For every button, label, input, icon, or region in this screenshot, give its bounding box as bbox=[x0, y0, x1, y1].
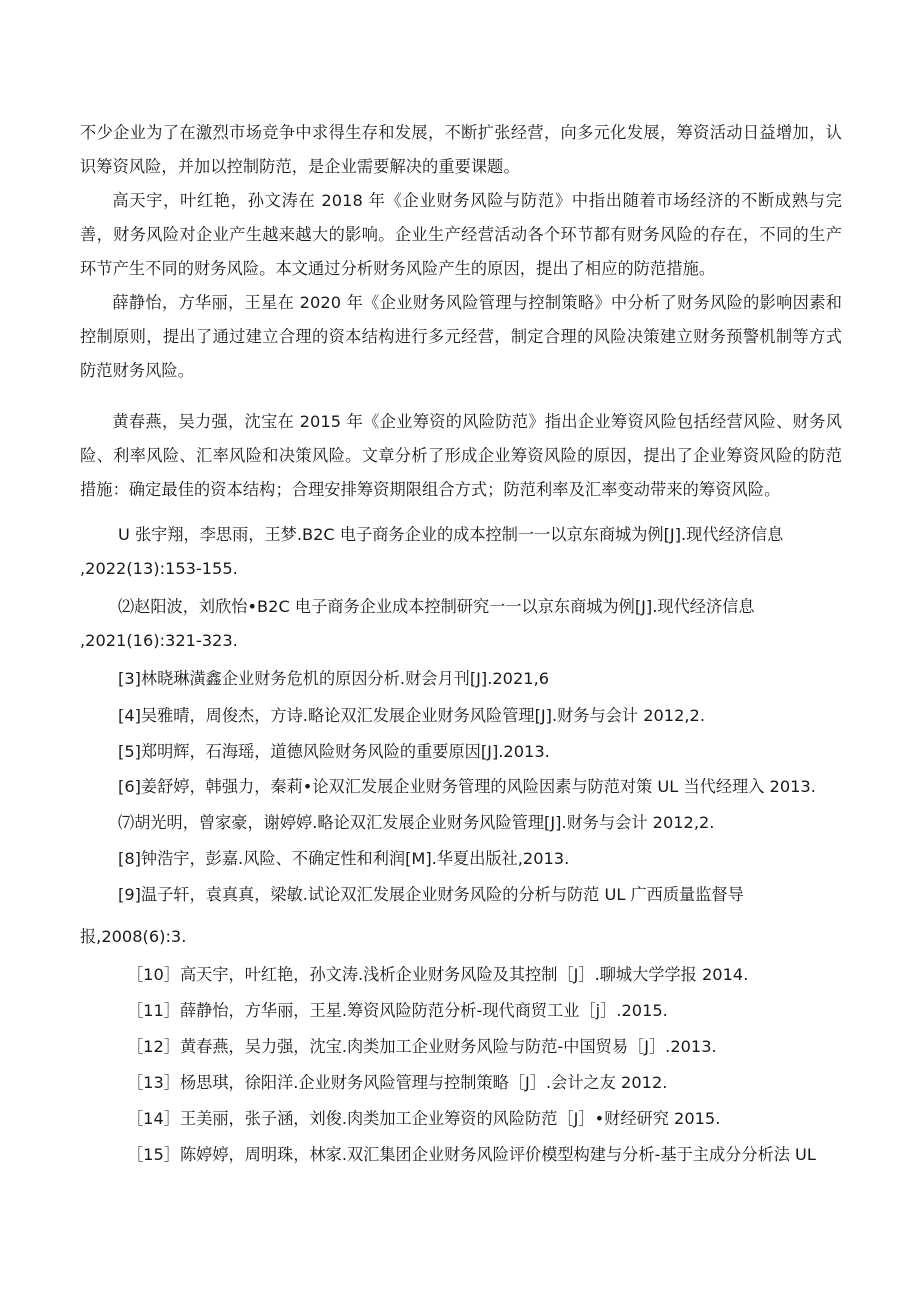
reference-14: ［14］王美丽，张子涵，刘俊.肉类加工企业筹资的风险防范［J］•财经研究 2015. bbox=[127, 1109, 721, 1128]
reference-1-continuation: ,2022(13):153-155. bbox=[80, 559, 238, 578]
reference-13: ［13］杨思琪，徐阳洋.企业财务风险管理与控制策略［J］.会计之友 2012. bbox=[127, 1073, 668, 1092]
reference-8: [8]钟浩宇，彭嘉.风险、不确定性和利润[M].华夏出版社,2013. bbox=[118, 849, 570, 868]
body-paragraph-4: 黄春燕，吴力强，沈宝在 2015 年《企业筹资的风险防范》指出企业筹资风险包括经营风险、财务风险、利率风险、汇率风险和决策风险。文章分析了形成企业筹资风险的原因，提出了企业筹资风险的防范措施：确定最佳的资本结构；合理安排筹资期限组合方式；防范利率及汇率变动带来的筹资风险。 bbox=[80, 412, 842, 499]
reference-9: [9]温子轩，袁真真，梁敏.试论双汇发展企业财务风险的分析与防范 UL 广西质量监督导 bbox=[118, 885, 744, 904]
reference-5: [5]郑明辉，石海瑶，道德风险财务风险的重要原因[J].2013. bbox=[118, 742, 550, 761]
reference-11: ［11］薛静怡，方华丽，王星.筹资风险防范分析-现代商贸工业［j］.2015. bbox=[127, 1001, 668, 1020]
body-paragraph-2: 高天宇，叶红艳，孙文涛在 2018 年《企业财务风险与防范》中指出随着市场经济的不断成熟与完善，财务风险对企业产生越来越大的影响。企业生产经营活动各个环节都有财务风险的存在，不同的生产环节产生不同的财务风险。本文通过分析财务风险产生的原因，提出了相应的防范措施。 bbox=[80, 191, 842, 278]
reference-2-continuation: ,2021(16):321-323. bbox=[80, 631, 238, 650]
reference-4: [4]吴雅晴，周俊杰，方诗.略论双汇发展企业财务风险管理[J].财务与会计 2012,2. bbox=[118, 706, 705, 725]
reference-10: ［10］高天宇，叶红艳，孙文涛.浅析企业财务风险及其控制［J］.聊城大学学报 2014. bbox=[127, 965, 749, 984]
reference-3: [3]林晓琳潢鑫企业财务危机的原因分析.财会月刊[J].2021,6 bbox=[118, 669, 550, 688]
reference-12: ［12］黄春燕，吴力强，沈宝.肉类加工企业财务风险与防范-中国贸易［J］.2013. bbox=[127, 1037, 717, 1056]
reference-1: U 张宇翔，李思雨，王梦.B2C 电子商务企业的成本控制一一以京东商城为例[J].现代经济信息 bbox=[118, 525, 784, 544]
body-paragraph-1: 不少企业为了在激烈市场竞争中求得生存和发展，不断扩张经营，向多元化发展，筹资活动日益增加，认识筹资风险，并加以控制防范，是企业需要解决的重要课题。 bbox=[80, 123, 842, 176]
reference-6: [6]姜舒婷，韩强力，秦莉•论双汇发展企业财务管理的风险因素与防范对策 UL 当代经理入 2013. bbox=[118, 777, 816, 796]
reference-7: ⑺胡光明，曾家豪，谢婷婷.略论双汇发展企业财务风险管理[J].财务与会计 2012,2. bbox=[118, 813, 715, 832]
reference-15: ［15］陈婷婷，周明珠，林家.双汇集团企业财务风险评价模型构建与分析-基于主成分分析法 UL bbox=[127, 1145, 816, 1164]
reference-2: ⑵赵阳波，刘欣怡•B2C 电子商务企业成本控制研究一一以京东商城为例[J].现代经济信息 bbox=[118, 597, 755, 616]
reference-9-continuation: 报,2008(6):3. bbox=[80, 927, 187, 946]
body-paragraph-3: 薛静怡，方华丽，王星在 2020 年《企业财务风险管理与控制策略》中分析了财务风险的影响因素和控制原则，提出了通过建立合理的资本结构进行多元经营，制定合理的风险决策建立财务预警机制等方式防范财务风险。 bbox=[80, 293, 842, 380]
